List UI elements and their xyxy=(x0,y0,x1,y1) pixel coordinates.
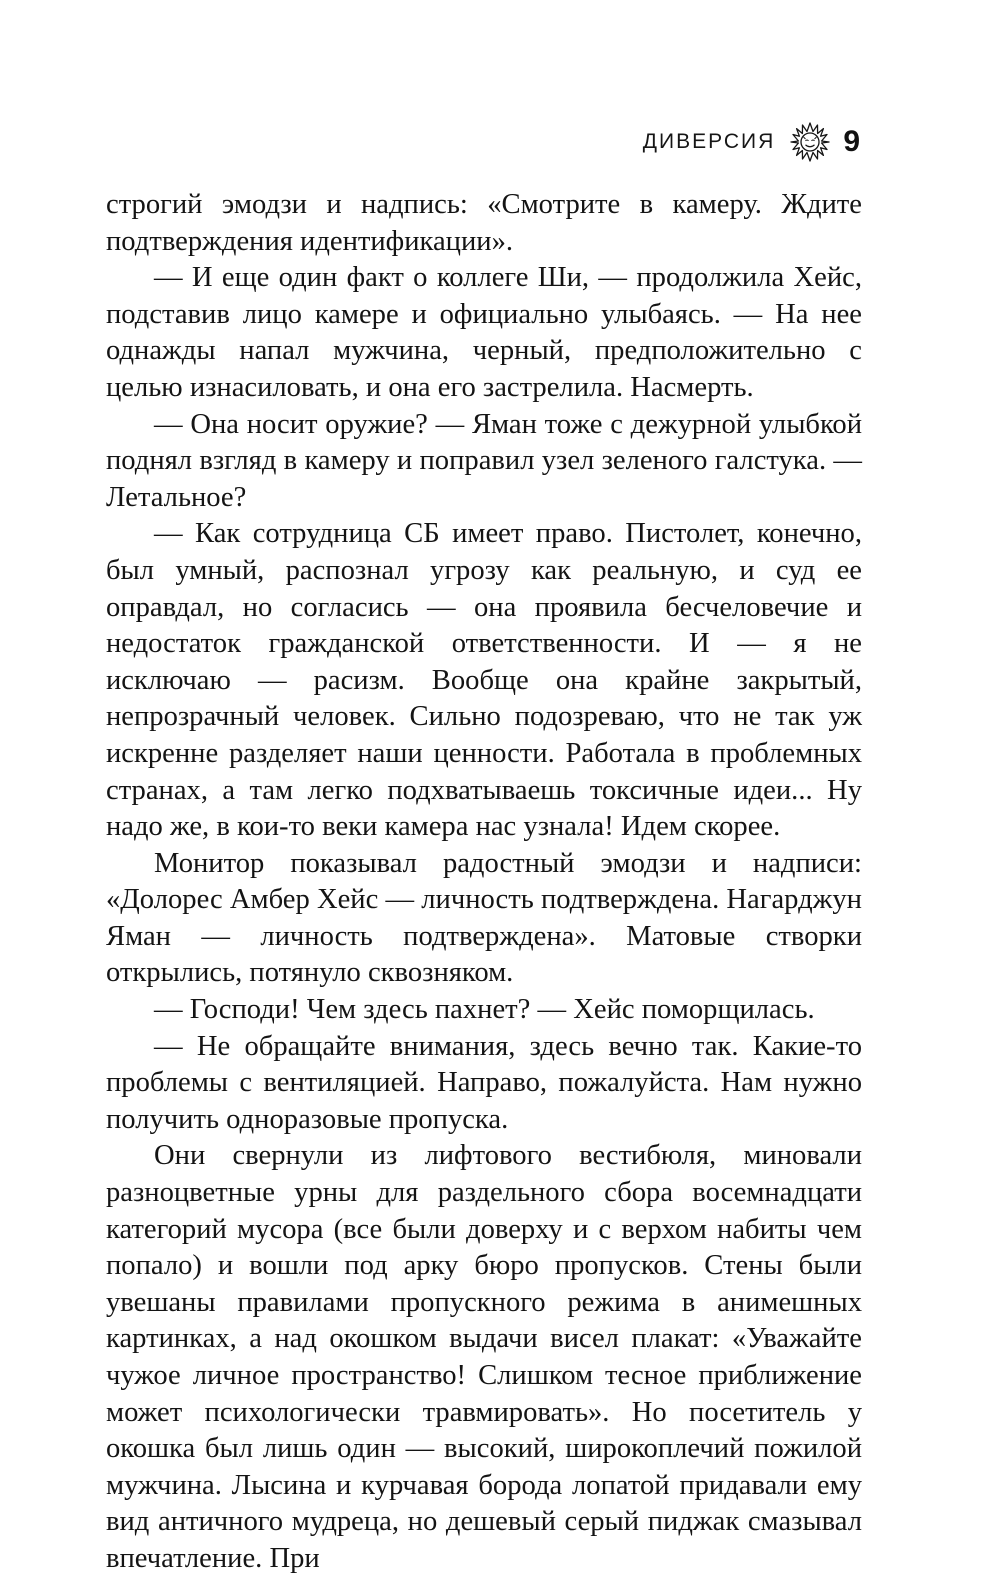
running-title: ДИВЕРСИЯ xyxy=(642,130,776,153)
paragraph: Монитор показывал радостный эмодзи и надписи: «Долорес Амбер Хейс — личность подтверждена. Нагарджун Яман — личность подтверждена». Матовые створки открылись, потянуло сквозняком. xyxy=(106,847,862,989)
paragraph: — Господи! Чем здесь пахнет? — Хейс поморщилась. xyxy=(154,994,815,1026)
running-header xyxy=(600,120,860,164)
body-text xyxy=(106,187,862,1578)
paragraph: — Не обращайте внимания, здесь вечно так. Какие-то проблемы с вентиляцией. Направо, пожалуйста. Нам нужно получить одноразовые пропуска. xyxy=(106,1030,862,1135)
paragraph: строгий эмодзи и надпись: «Смотрите в камеру. Ждите подтверждения идентификации». xyxy=(106,189,862,257)
paragraph: Они свернули из лифтового вестибюля, миновали разноцветные урны для раздельного сбора восемнадцати категорий мусора (все были доверху и с верхом набиты чем попало) и вошли под арку бюро пропусков. Стены были увешаны правилами пропускного режима в анимешных картинках, а над окошком выдачи висел плакат: «Уважайте чужое личное пространство! Слишком тесное приближение может психологически травмировать». Но посетитель у окошка был лишь один — высокий, широкоплечий пожилой мужчина. Лысина и курчавая борода лопатой придавали ему вид античного мудреца, но дешевый серый пиджак смазывал впечатление. При xyxy=(106,1140,862,1574)
page-number: 9 xyxy=(843,125,860,158)
paragraph: — Она носит оружие? — Яман тоже с дежурной улыбкой поднял взгляд в камеру и поправил узел зеленого галстука. — Летальное? xyxy=(106,408,862,513)
paragraph: — Как сотрудница СБ имеет право. Пистолет, конечно, был умный, распознал угрозу как реальную, и суд ее оправдал, но согласись — она проявила бесчеловечие и недостаток гражданской ответственности. И — я не исключаю — расизм. Вообще она крайне закрытый, непрозрачный человек. Сильно подозреваю, что не так уж искренне разделяет наши ценности. Работала в проблемных странах, а там легко подхватываешь токсичные идеи... Ну надо же, в кои-то веки камера нас узнала! Идем скорее. xyxy=(106,518,862,843)
sun-emblem-icon xyxy=(789,121,831,163)
paragraph: — И еще один факт о коллеге Ши, — продолжила Хейс, подставив лицо камере и официально улыбаясь. — На нее однажды напал мужчина, черный, предположительно с целью изнасиловать, и она его застрелила. Насмерть. xyxy=(106,262,862,403)
